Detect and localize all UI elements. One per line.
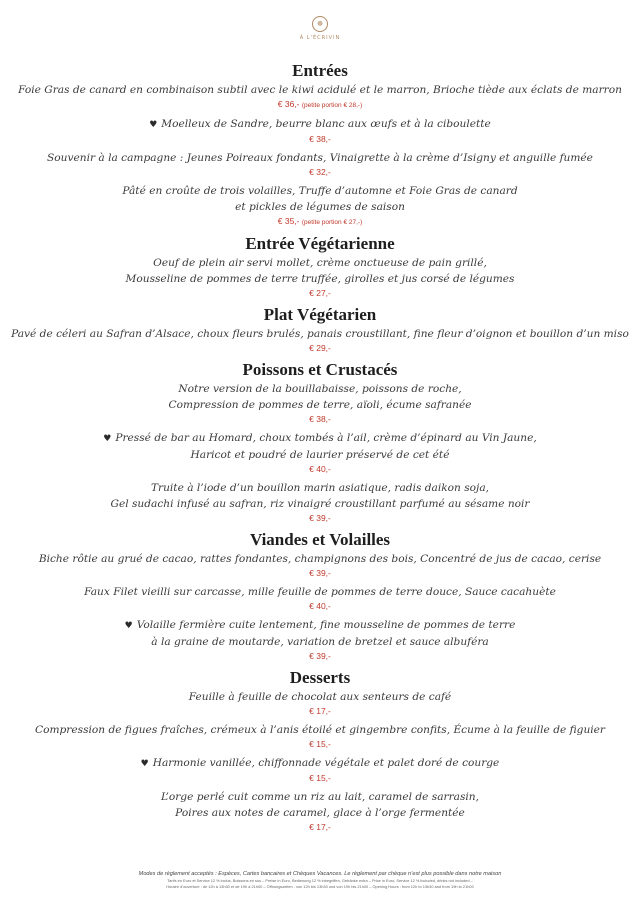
price-value: € 40,-	[309, 601, 331, 611]
dish-description	[0, 722, 640, 738]
menu-item	[0, 82, 640, 112]
dish-text: Mousseline de pommes de terre truffée, girolles et jus corsé de légumes	[125, 273, 515, 285]
menu-section	[0, 359, 640, 525]
section-title: Entrées	[292, 61, 348, 80]
dish-price	[0, 821, 640, 834]
dish-price	[0, 463, 640, 476]
dish-text: Oeuf de plein air servi mollet, crème onctueuse de pain grillé,	[153, 257, 487, 269]
menu-item	[0, 430, 640, 476]
dish-text: Pressé de bar au Homard, choux tombés à l’ail, crème d’épinard au Vin Jaune,	[115, 432, 537, 444]
menu-item	[0, 689, 640, 718]
price-value: € 40,-	[309, 464, 331, 474]
dish-description	[0, 183, 640, 199]
dish-description	[0, 150, 640, 166]
dish-description	[0, 496, 640, 512]
dish-description	[0, 116, 640, 133]
opening-hours: Horaire d’ouverture : de 12h à 13h30 et de 19h à 21h00 – Öffnungszeiten : von 12h bis 13h30 und von 19h bis 21h00 – Opening Hours : from 12h to 13h30 and from 19h to 21h00	[166, 884, 474, 889]
dish-text: Harmonie vanillée, chiffonnade végétale et palet doré de courge	[152, 757, 500, 769]
dish-text: Pavé de céleri au Safran d’Alsace, choux fleurs brulés, panais croustillant, fine fleur d’oignon et bouillon d’un miso	[11, 328, 629, 340]
menu-item	[0, 116, 640, 146]
heart-icon: ♥	[149, 120, 158, 130]
dish-price	[0, 133, 640, 146]
logo-name: À L'ÉCRIVIN	[299, 35, 341, 41]
menu-body	[0, 60, 640, 838]
dish-price	[0, 98, 640, 112]
price-value: € 38,-	[309, 414, 331, 424]
price-value: € 29,-	[309, 343, 331, 353]
dish-price	[0, 287, 640, 300]
dish-description	[0, 689, 640, 705]
footer	[0, 870, 640, 890]
dish-description	[0, 584, 640, 600]
menu-item	[0, 584, 640, 613]
dish-text: Poires aux notes de caramel, glace à l’orge fermentée	[175, 807, 465, 819]
dish-price	[0, 166, 640, 179]
price-value: € 39,-	[309, 651, 331, 661]
tax-note: Tarifs en Euro et Service 12 % inclus, Boissons en sus – Preise in Euro, Bedienung 12 % inbegriffen, Getränke extra – Price in Euro, Service 12 % included, drinks not included –	[167, 878, 473, 883]
price-value: € 17,-	[309, 706, 331, 716]
heart-icon: ♥	[140, 759, 149, 769]
dish-text: et pickles de légumes de saison	[235, 201, 405, 213]
menu-item	[0, 617, 640, 663]
menu-section	[0, 60, 640, 229]
payment-note: Modes de règlement acceptés : Espèces, Cartes bancaires et Chèques Vacances. Le règlement par chèque n’est plus possible dans notre maison	[138, 871, 502, 877]
menu-item	[0, 255, 640, 300]
menu-section	[0, 304, 640, 355]
price-value: € 15,-	[309, 739, 331, 749]
dish-price	[0, 705, 640, 718]
dish-price	[0, 413, 640, 426]
section-title: Poissons et Crustacés	[242, 360, 398, 379]
dish-description	[0, 82, 640, 98]
dish-text: Moelleux de Sandre, beurre blanc aux œufs et à la ciboulette	[161, 118, 491, 130]
price-value: € 32,-	[309, 167, 331, 177]
logo-emblem-icon: ☸	[312, 16, 328, 32]
menu-item	[0, 480, 640, 525]
price-value: € 36,-	[277, 99, 300, 109]
dish-text: Gel sudachi infusé au safran, riz vinaigré croustillant parfumé au sésame noir	[110, 498, 530, 510]
section-title: Desserts	[289, 668, 351, 687]
dish-description	[0, 480, 640, 496]
dish-text: Notre version de la bouillabaisse, poissons de roche,	[178, 383, 462, 395]
price-value: € 38,-	[309, 134, 331, 144]
dish-text: Faux Filet vieilli sur carcasse, mille feuille de pommes de terre douce, Sauce cacahuète	[84, 586, 556, 598]
price-value: € 39,-	[309, 568, 331, 578]
dish-description	[0, 381, 640, 397]
dish-description	[0, 551, 640, 567]
dish-price	[0, 738, 640, 751]
dish-description	[0, 271, 640, 287]
menu-item	[0, 326, 640, 355]
heart-icon: ♥	[103, 434, 112, 444]
dish-description	[0, 397, 640, 413]
dish-description	[0, 755, 640, 772]
dish-description	[0, 634, 640, 650]
menu-section	[0, 233, 640, 300]
dish-description	[0, 199, 640, 215]
price-value: € 27,-	[309, 288, 331, 298]
dish-price	[0, 600, 640, 613]
menu-item	[0, 722, 640, 751]
dish-description	[0, 430, 640, 447]
dish-description	[0, 805, 640, 821]
price-value: € 39,-	[309, 513, 331, 523]
section-title: Plat Végétarien	[263, 305, 377, 324]
section-title: Entrée Végétarienne	[245, 234, 395, 253]
dish-description	[0, 255, 640, 271]
dish-description	[0, 326, 640, 342]
dish-text: Compression de figues fraîches, crémeux à l’anis étoilé et gingembre confits, Écume à la feuille de figuier	[35, 724, 605, 736]
menu-item	[0, 150, 640, 179]
dish-price	[0, 342, 640, 355]
small-portion-price: (petite portion € 27,-)	[301, 219, 363, 226]
small-portion-price: (petite portion € 28,-)	[301, 102, 363, 109]
dish-text: Feuille à feuille de chocolat aux senteurs de café	[188, 691, 452, 703]
dish-description	[0, 789, 640, 805]
dish-price	[0, 650, 640, 663]
price-value: € 17,-	[309, 822, 331, 832]
dish-text: Foie Gras de canard en combinaison subtil avec le kiwi acidulé et le marron, Brioche tiède aux éclats de marron	[18, 84, 622, 96]
menu-item	[0, 755, 640, 785]
menu-section	[0, 529, 640, 663]
menu-item	[0, 183, 640, 229]
price-value: € 15,-	[309, 773, 331, 783]
dish-price	[0, 512, 640, 525]
dish-text: Volaille fermière cuite lentement, fine mousseline de pommes de terre	[136, 619, 516, 631]
dish-price	[0, 215, 640, 229]
dish-description	[0, 617, 640, 634]
dish-text: à la graine de moutarde, variation de bretzel et sauce albuféra	[151, 636, 489, 648]
dish-text: Truite à l’iode d’un bouillon marin asiatique, radis daikon soja,	[150, 482, 490, 494]
dish-text: L’orge perlé cuit comme un riz au lait, caramel de sarrasin,	[160, 791, 479, 803]
dish-text: Souvenir à la campagne : Jeunes Poireaux fondants, Vinaigrette à la crème d’Isigny et anguille fumée	[47, 152, 593, 164]
heart-icon: ♥	[124, 621, 133, 631]
dish-description	[0, 447, 640, 463]
restaurant-logo	[0, 16, 640, 41]
menu-item	[0, 789, 640, 834]
dish-price	[0, 772, 640, 785]
dish-text: Compression de pommes de terre, aïoli, écume safranée	[168, 399, 472, 411]
menu-item	[0, 381, 640, 426]
section-title: Viandes et Volailles	[249, 530, 391, 549]
menu-section	[0, 667, 640, 834]
menu-item	[0, 551, 640, 580]
dish-text: Haricot et poudré de laurier préservé de cet été	[190, 449, 450, 461]
dish-price	[0, 567, 640, 580]
dish-text: Pâté en croûte de trois volailles, Truffe d’automne et Foie Gras de canard	[122, 185, 518, 197]
dish-text: Biche rôtie au grué de cacao, rattes fondantes, champignons des bois, Concentré de jus de cacao, cerise	[38, 553, 602, 565]
price-value: € 35,-	[277, 216, 300, 226]
